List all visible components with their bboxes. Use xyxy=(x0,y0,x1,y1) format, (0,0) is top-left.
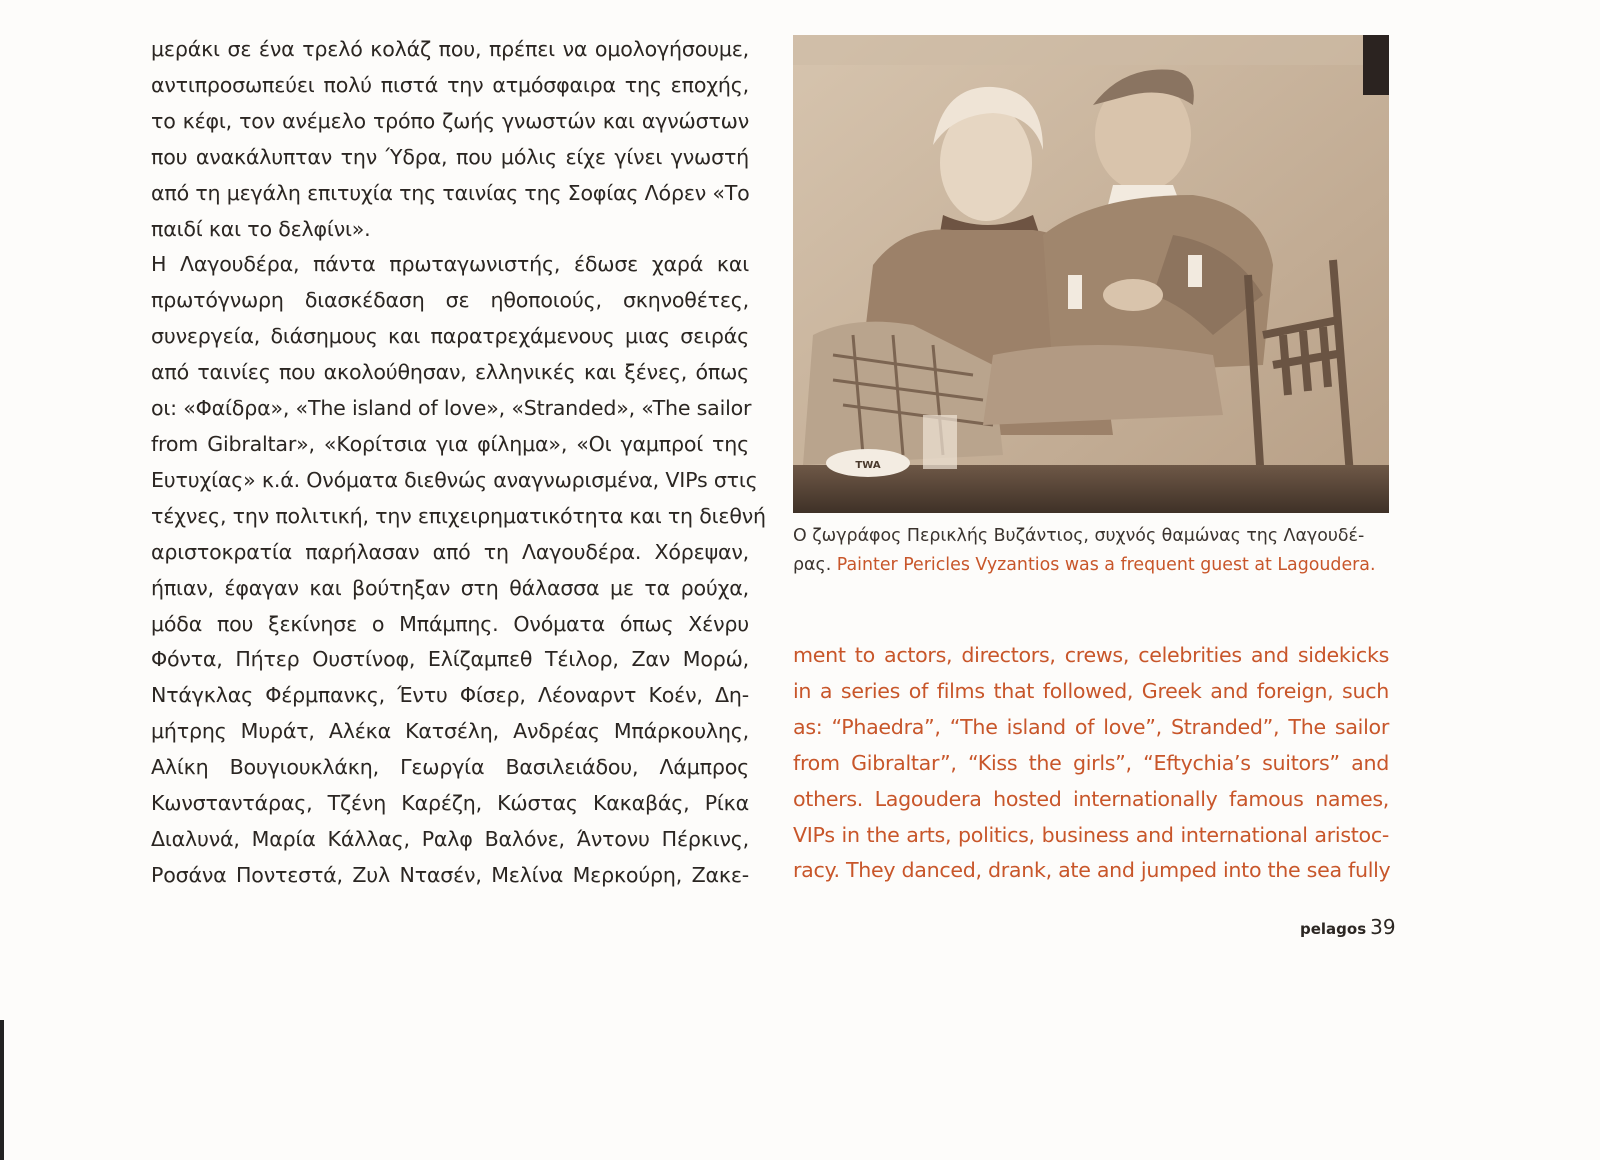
body-line: ήπιαν, έφαγαν και βούτηξαν στη θάλασσα με τα ρούχα, xyxy=(151,575,749,600)
body-line: οι: «Φαίδρα», «The island of love», «Stranded», «The sailor xyxy=(151,396,752,421)
caption-greek-line: Ο ζωγράφος Περικλής Βυζάντιος, συχνός θαμώνας της Λαγουδέ- xyxy=(793,526,1365,546)
body-line: μόδα που ξεκίνησε ο Μπάμπης. Ονόματα όπως Χένρυ xyxy=(151,611,749,636)
ashtray xyxy=(826,449,910,477)
scan-edge-mark xyxy=(0,1020,4,1160)
body-line: Αλίκη Βουγιουκλάκη, Γεωργία Βασιλειάδου, Λάμπρος xyxy=(151,755,749,780)
body-line: Κωνσταντάρας, Τζένη Καρέζη, Κώστας Κακαβάς, Ρίκα xyxy=(151,791,749,816)
body-line: Φόντα, Πήτερ Ουστίνοφ, Ελίζαμπεθ Τέιλορ, Ζαν Μορώ, xyxy=(151,647,749,672)
body-line: μήτρης Μυράτ, Αλέκα Κατσέλη, Ανδρέας Μπάρκουλης, xyxy=(151,719,749,744)
body-line: Η Λαγουδέρα, πάντα πρωταγωνιστής, έδωσε χαρά και xyxy=(151,252,749,277)
page-folio xyxy=(1300,915,1396,939)
body-line: συνεργεία, διάσημους και παρατρεχάμενους μιας σειράς xyxy=(151,324,749,349)
caption-greek-end: ρας. xyxy=(793,555,832,575)
caption-english: Painter Pericles Vyzantios was a frequent guest at Lagoudera. xyxy=(836,555,1376,575)
body-line: μεράκι σε ένα τρελό κολάζ που, πρέπει να ομολογήσουμε, xyxy=(151,37,749,61)
glass xyxy=(923,415,957,469)
english-line: others. Lagoudera hosted internationally famous names, xyxy=(793,786,1389,811)
body-line: from Gibraltar», «Κορίτσια για φίλημα», «Οι γαμπροί της xyxy=(151,431,749,456)
body-line: πρωτόγνωρη διασκέδαση σε ηθοποιούς, σκηνοθέτες, xyxy=(151,288,749,313)
photo-illustration xyxy=(793,35,1389,513)
body-line: Ροσάνα Ποντεστά, Ζυλ Ντασέν, Μελίνα Μερκούρη, Ζακε- xyxy=(151,862,749,887)
ashtray-label: TWA xyxy=(855,460,881,471)
caption-line-2 xyxy=(793,551,1389,580)
body-line: από τη μεγάλη επιτυχία της ταινίας της Σοφίας Λόρεν «Το xyxy=(151,180,750,205)
body-line: από ταινίες που ακολούθησαν, ελληνικές και ξένες, όπως xyxy=(151,360,749,385)
magazine-name: pelagos xyxy=(1300,920,1367,938)
photo-pericles-vyzantios xyxy=(793,35,1389,513)
body-line: παιδί και το δελφίνι». xyxy=(151,216,371,241)
body-line: Ντάγκλας Φέρμπανκς, Έντυ Φίσερ, Λέοναρντ Κοέν, Δη- xyxy=(151,683,749,708)
body-line: αντιπροσωπεύει πολύ πιστά την ατμόσφαιρα της εποχής, xyxy=(151,72,749,97)
english-line: as: “Phaedra”, “The island of love”, Stranded”, The sailor xyxy=(793,714,1389,739)
body-line: Διαλυνά, Μαρία Κάλλας, Ραλφ Βαλόνε, Άντονυ Πέρκινς, xyxy=(151,826,749,851)
english-line: in a series of films that followed, Greek and foreign, such xyxy=(793,678,1389,703)
english-line: from Gibraltar”, “Kiss the girls”, “Eftychia’s suitors” and xyxy=(793,750,1389,775)
english-line: VIPs in the arts, politics, business and international aristoc- xyxy=(793,822,1389,847)
greek-body-column xyxy=(151,32,766,894)
body-line: αριστοκρατία παρήλασαν από τη Λαγουδέρα. Χόρεψαν, xyxy=(151,539,749,564)
body-line: που ανακάλυπταν την Ύδρα, που μόλις είχε γίνει γνωστή xyxy=(151,144,749,169)
english-body-column xyxy=(793,638,1389,889)
english-line: ment to actors, directors, crews, celebrities and sidekicks xyxy=(793,643,1389,667)
body-line: τέχνες, την πολιτική, την επιχειρηματικότητα και τη διεθνή xyxy=(151,503,766,528)
photo-caption xyxy=(793,522,1389,580)
body-line: Ευτυχίας» κ.ά. Ονόματα διεθνώς αναγνωρισμένα, VIPs στις xyxy=(151,467,758,492)
page-number: 39 xyxy=(1370,915,1396,939)
body-line: το κέφι, τον ανέμελο τρόπο ζωής γνωστών και αγνώστων xyxy=(151,108,749,133)
english-line: racy. They danced, drank, ate and jumped into the sea fully xyxy=(793,858,1391,883)
